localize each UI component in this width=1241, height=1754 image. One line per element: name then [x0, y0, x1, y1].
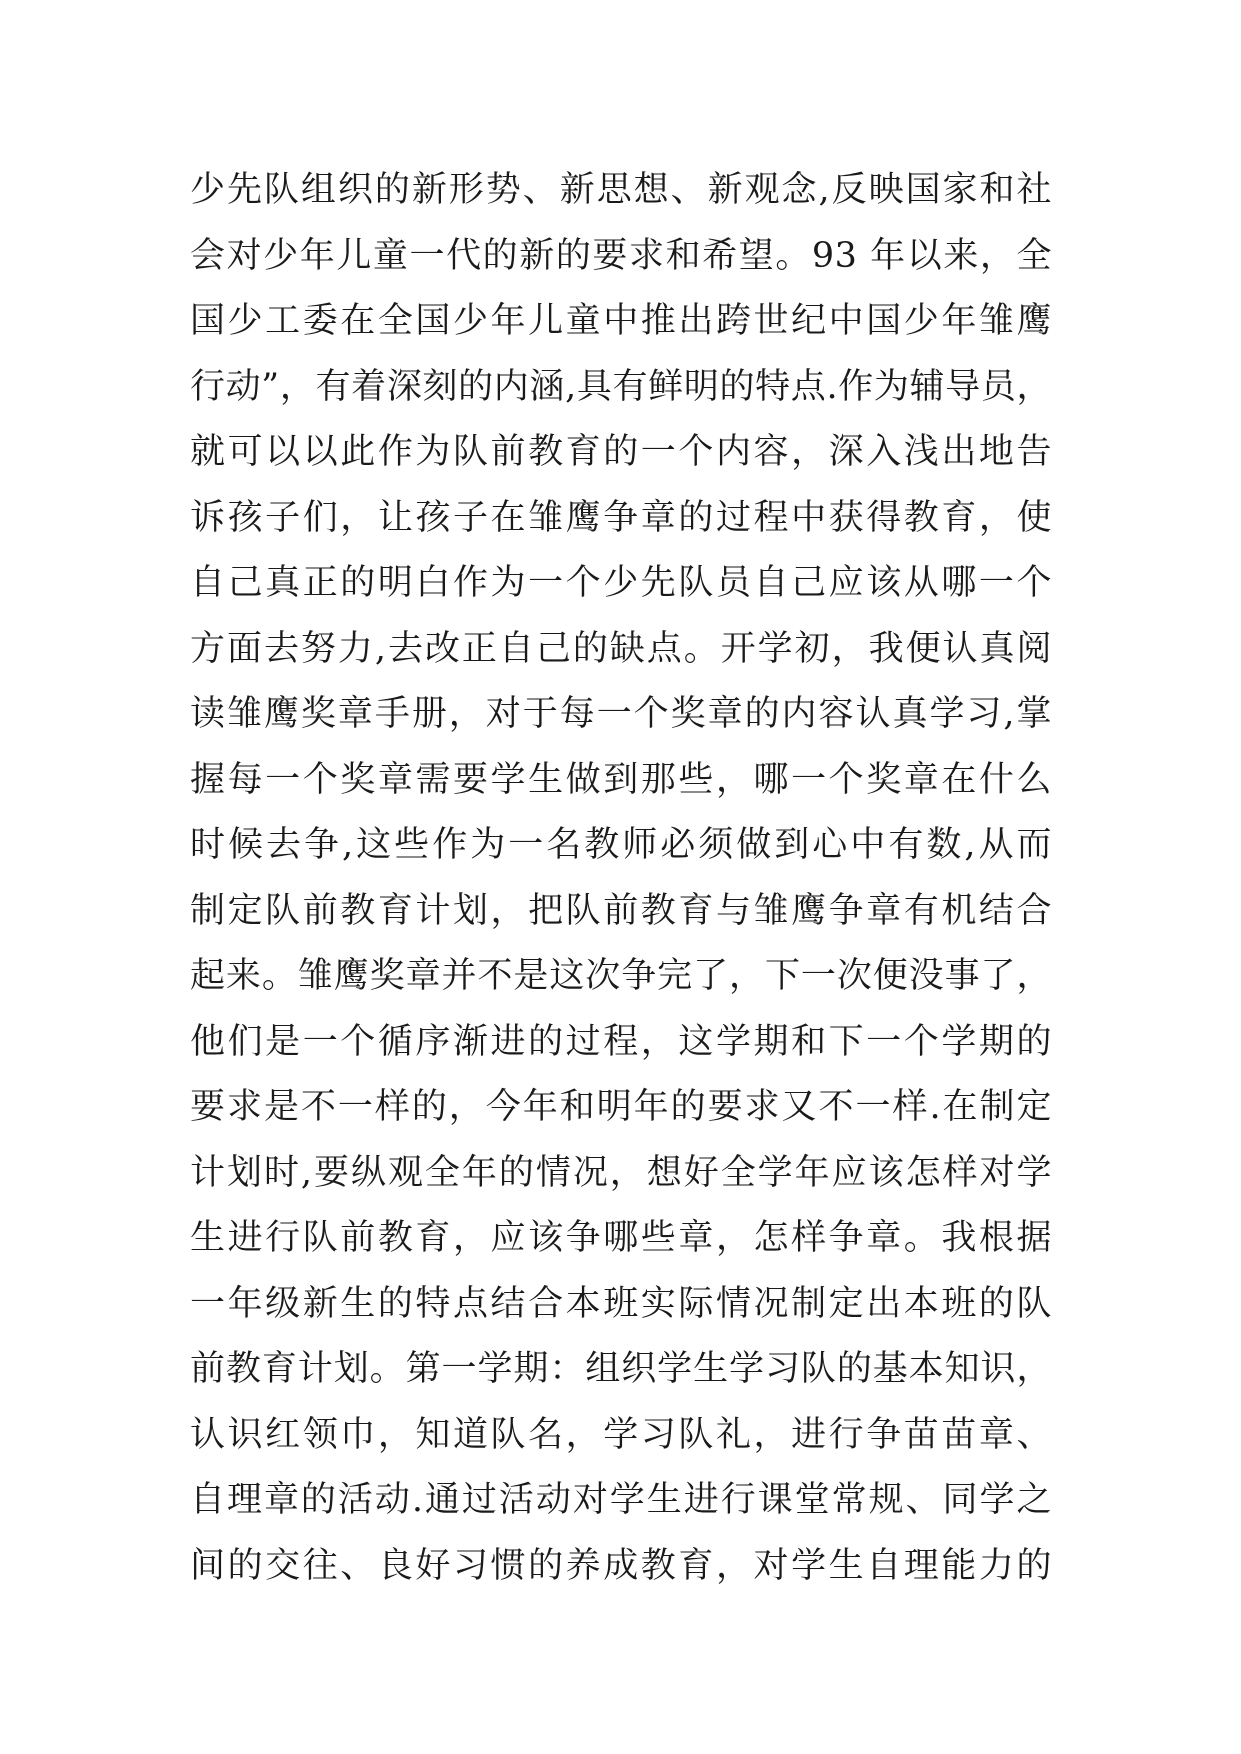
text-line-13: 起来。雏鹰奖章并不是这次争完了，下一次便没事了，: [190, 956, 1052, 996]
text-line-19: 前教育计划。第一学期：组织学生学习队的基本知识，: [190, 1349, 1052, 1389]
text-line-7: 自己真正的明白作为一个少先队员自己应该从哪一个: [190, 563, 1052, 603]
text-line-10: 握每一个奖章需要学生做到那些，哪一个奖章在什么: [190, 759, 1052, 800]
text-line-11: 时候去争,这些作为一名教师必须做到心中有数,从而: [190, 825, 1052, 865]
text-line-21: 自理章的活动.通过活动对学生进行课堂常规、同学之: [190, 1480, 1052, 1520]
text-line-17: 生进行队前教育，应该争哪些章，怎样争章。我根据: [190, 1218, 1052, 1258]
text-line-2: 会对少年儿童一代的新的要求和希望。93 年以来，全: [190, 235, 1052, 276]
text-line-14: 他们是一个循序渐进的过程，这学期和下一个学期的: [190, 1021, 1052, 1062]
text-line-15: 要求是不一样的，今年和明年的要求又不一样.在制定: [190, 1087, 1052, 1127]
text-line-16: 计划时,要纵观全年的情况，想好全学年应该怎样对学: [190, 1152, 1052, 1193]
text-line-9: 读雏鹰奖章手册，对于每一个奖章的内容认真学习,掌: [190, 694, 1052, 734]
text-line-18: 一年级新生的特点结合本班实际情况制定出本班的队: [190, 1283, 1052, 1324]
body-text: [190, 158, 1052, 1599]
text-line-12: 制定队前教育计划，把队前教育与雏鹰争章有机结合: [190, 890, 1052, 931]
text-line-20: 认识红领巾，知道队名，学习队礼，进行争苗苗章、: [190, 1414, 1052, 1455]
text-line-22: 间的交往、良好习惯的养成教育，对学生自理能力的: [190, 1545, 1052, 1586]
text-line-4: 行动”，有着深刻的内涵,具有鲜明的特点.作为辅导员，: [190, 366, 1052, 407]
text-line-8: 方面去努力,去改正自己的缺点。开学初，我便认真阅: [190, 628, 1052, 669]
text-line-5: 就可以以此作为队前教育的一个内容，深入浅出地告: [190, 432, 1052, 472]
text-line-1: 少先队组织的新形势、新思想、新观念,反映国家和社: [190, 170, 1052, 210]
text-line-6: 诉孩子们，让孩子在雏鹰争章的过程中获得教育，使: [190, 497, 1052, 538]
text-line-3: 国少工委在全国少年儿童中推出跨世纪中国少年雏鹰: [190, 301, 1052, 341]
